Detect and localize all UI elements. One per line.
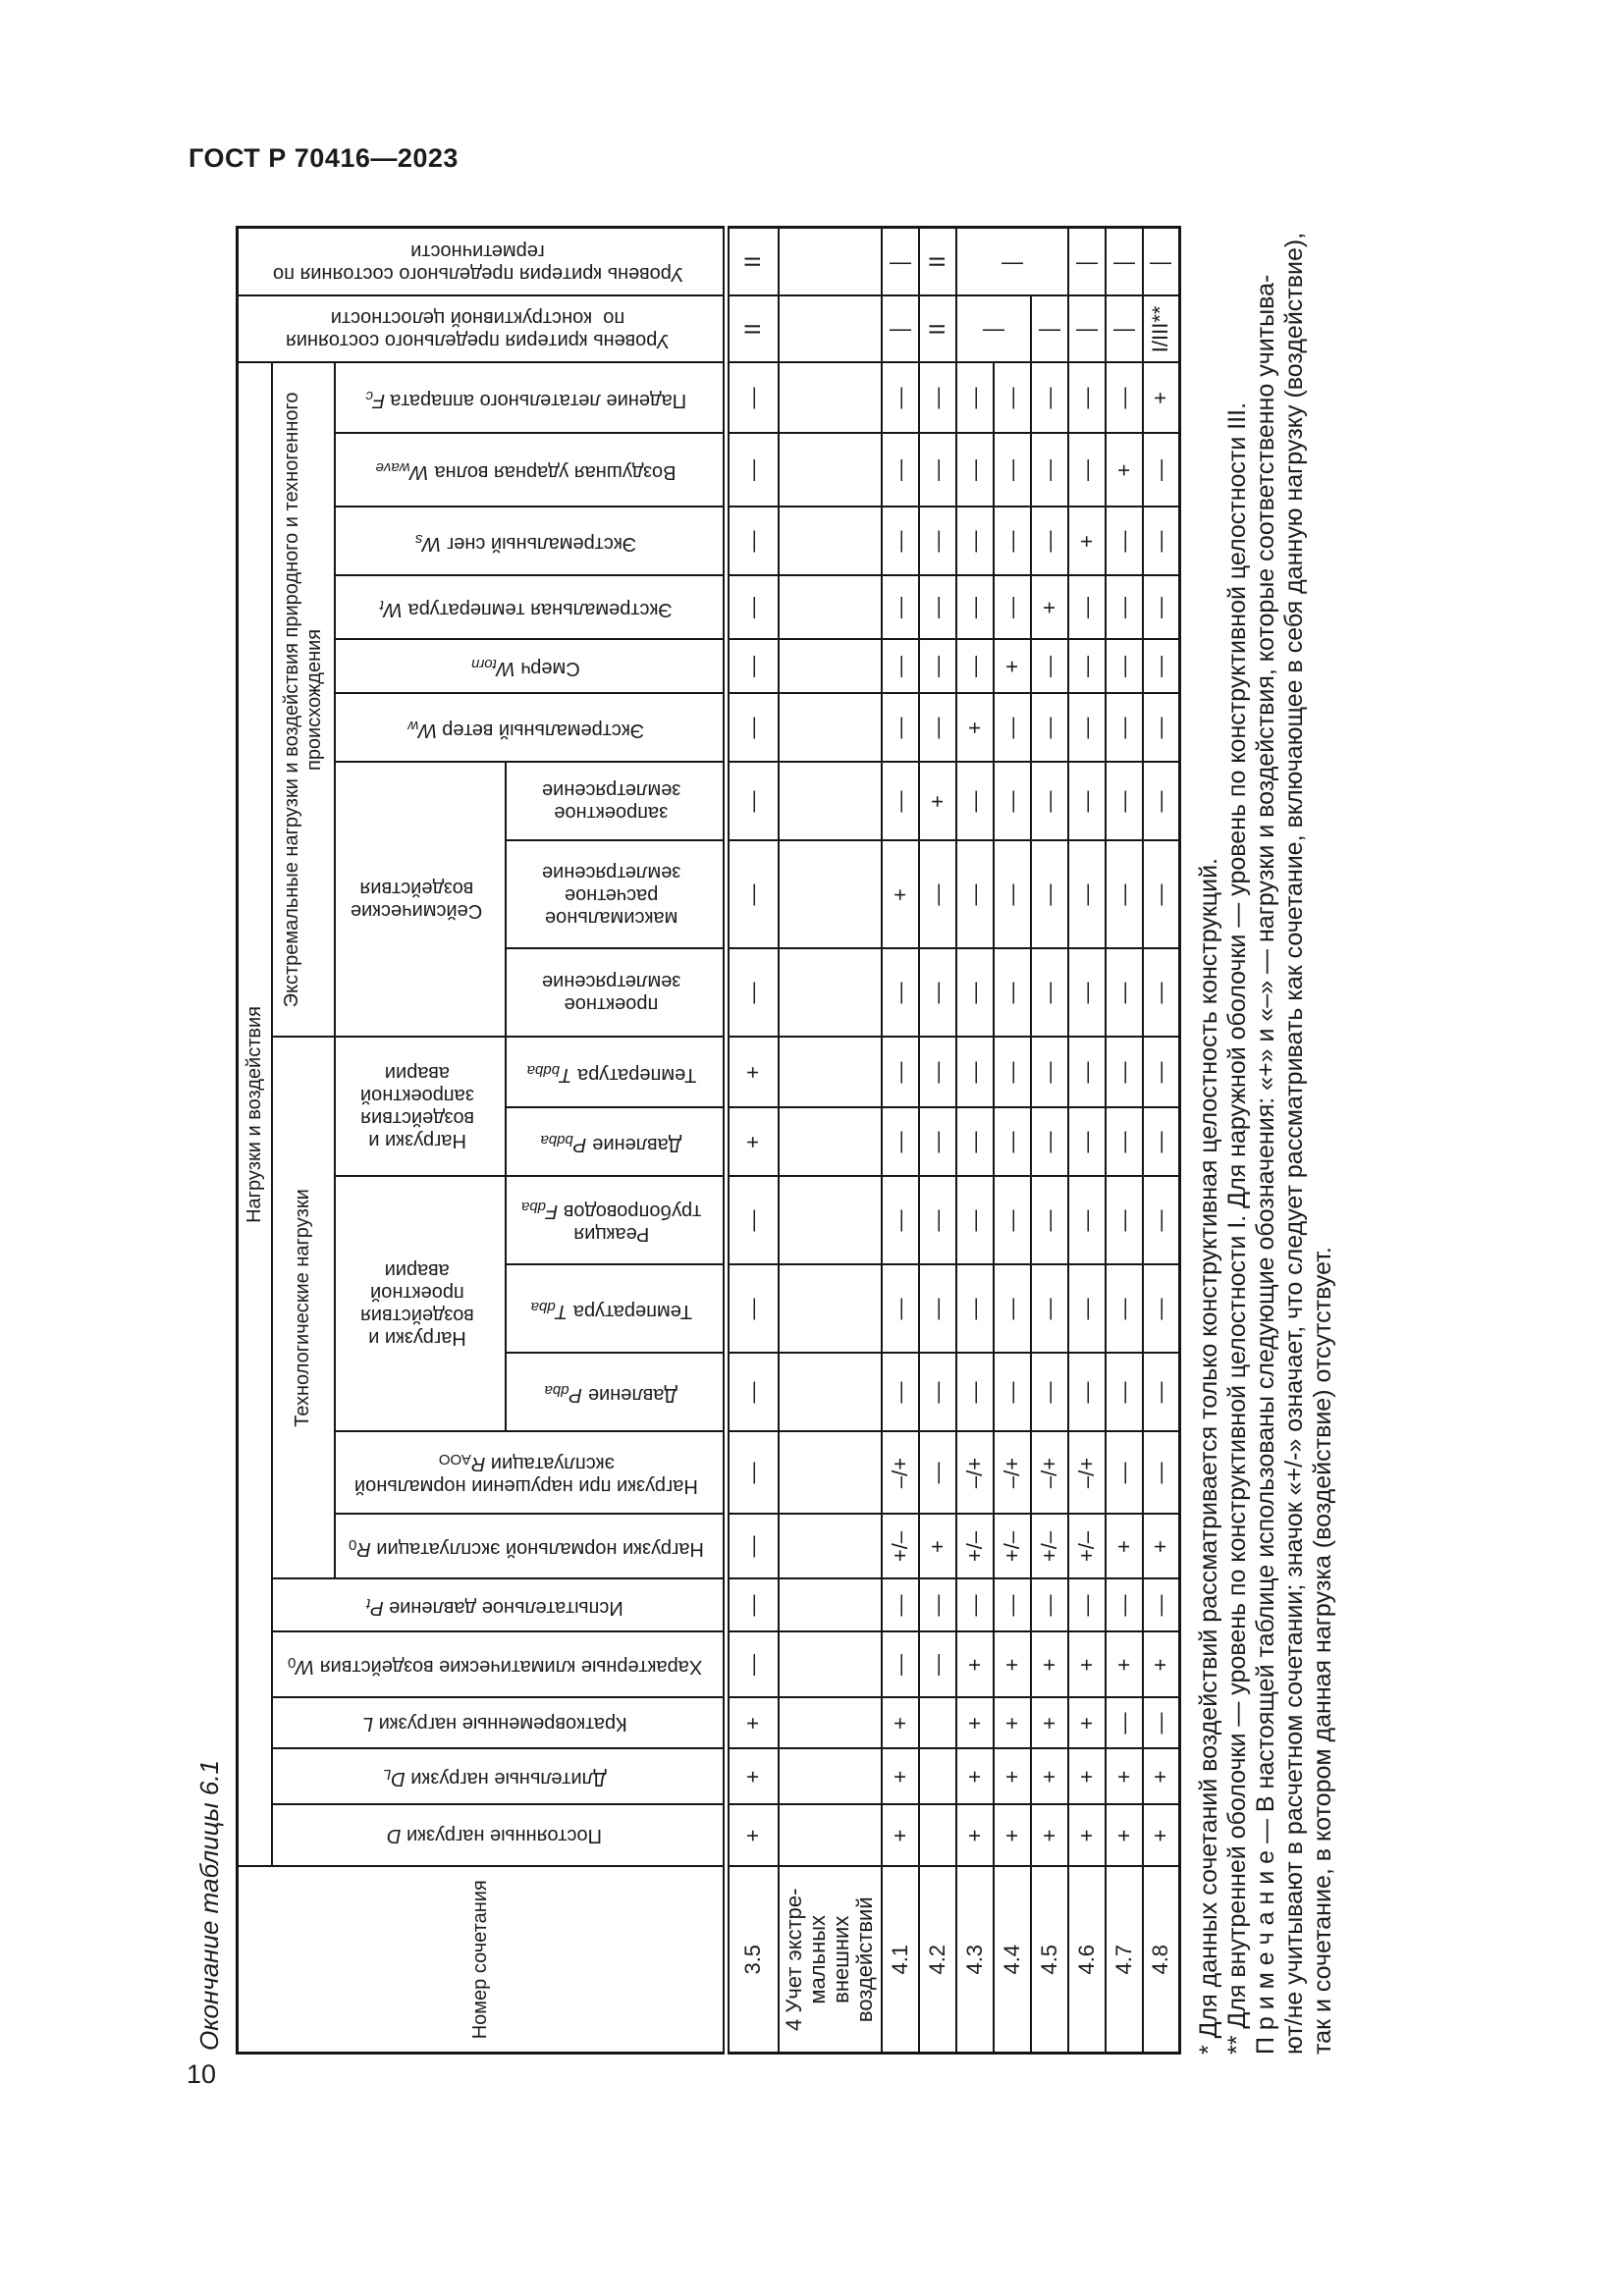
table-cell: — (727, 1265, 779, 1354)
table-cell: + (1143, 1632, 1180, 1698)
table-cell: +/– (994, 1515, 1031, 1579)
col-header-abnormal-operation-loads: Нагрузки при нарушении нормальной эксплуатации $R_{АОО}$ (335, 1432, 727, 1515)
table-cell: — (1068, 295, 1106, 362)
footnote-line: ют/не учитывают в расчетном сочетании; значок «+/-» означает, что следует рассматривать как сочетание, включающее в себя данную нагрузку (воздействие), (1280, 232, 1308, 2055)
table-cell: + (882, 1749, 919, 1805)
col-header-extreme-snow: Экстремальный снег $W_s$ (335, 507, 727, 576)
table-cell: — (882, 640, 919, 694)
table-cell: –/+ (994, 1432, 1031, 1515)
table-cell: + (1031, 1749, 1068, 1805)
group-header-design-accident: Нагрузки и воздействия проектной аварии (335, 1177, 506, 1432)
table-cell: — (956, 362, 994, 433)
table-cell: + (1143, 1515, 1180, 1579)
table-cell: + (994, 1805, 1031, 1867)
table-cell: — (994, 507, 1031, 576)
table-cell: — (919, 362, 956, 433)
table-cell: + (1106, 1805, 1143, 1867)
combination-number: 4.6 (1068, 1867, 1106, 2054)
table-cell: — (1143, 434, 1180, 507)
table-cell: — (994, 1265, 1031, 1354)
table-cell (779, 1515, 882, 1579)
table-cell: — (919, 1432, 956, 1515)
table-cell: — (956, 841, 994, 949)
footnote-line: П р и м е ч а н и е — В настоящей таблице использованы следующие обозначения: «+» и «–» — нагрузки и воздействия, которые соответственно учитыва- (1252, 274, 1279, 2055)
table-cell: — (956, 434, 994, 507)
table-cell: — (1031, 841, 1068, 949)
table-cell: — (882, 227, 919, 295)
table-cell: — (1068, 1579, 1106, 1632)
col-header-pressure-bdba: Давление $P_{bdba}$ (506, 1108, 727, 1177)
table-cell: + (727, 1805, 779, 1867)
table-cell: — (882, 694, 919, 763)
table-cell: — (1106, 1579, 1143, 1632)
table-cell: — (994, 576, 1031, 640)
table-cell: — (882, 1177, 919, 1265)
table-cell (779, 1177, 882, 1265)
table-cell: — (727, 763, 779, 841)
table-cell: — (1031, 1108, 1068, 1177)
table-cell: — (919, 1354, 956, 1432)
table-cell: + (994, 1698, 1031, 1749)
table-cell: — (1106, 507, 1143, 576)
table-cell: — (956, 227, 1068, 295)
table-cell: — (1031, 295, 1068, 362)
table-cell (779, 841, 882, 949)
table-cell: — (919, 841, 956, 949)
col-header-maximum-design-earthquake: максимальное расчетное землетрясение (506, 841, 727, 949)
table-cell: — (956, 1038, 994, 1108)
table-cell (779, 1432, 882, 1515)
table-cell: + (1106, 1749, 1143, 1805)
table-cell: + (1106, 434, 1143, 507)
combination-number: 4.1 (882, 1867, 919, 2054)
table-cell: — (1068, 227, 1106, 295)
table-cell: — (727, 694, 779, 763)
table-cell: — (882, 576, 919, 640)
table-cell: — (1031, 1038, 1068, 1108)
table-cell: — (956, 1177, 994, 1265)
table-cell: + (994, 1749, 1031, 1805)
load-combinations-table (236, 226, 1181, 2055)
table-cell: + (994, 1632, 1031, 1698)
table-cell: — (1106, 1108, 1143, 1177)
table-cell: –/+ (1031, 1432, 1068, 1515)
col-header-piping-reaction-dba: Реакция трубопроводов $F_{dba}$ (506, 1177, 727, 1265)
footnote-line: ** Для внутренней оболочки — уровень по конструктивной целостности I. Для наружной оболочки — уровень по конструктивной целостности III. (1223, 401, 1251, 2055)
table-cell: — (1031, 1579, 1068, 1632)
table-cell: — (1143, 507, 1180, 576)
table-cell (779, 576, 882, 640)
table-cell: + (882, 1698, 919, 1749)
table-cell: — (882, 1579, 919, 1632)
table-cell: + (727, 1108, 779, 1177)
table-cell: — (882, 1038, 919, 1108)
combination-number: 3.5 (727, 1867, 779, 2054)
table-cell: — (727, 1177, 779, 1265)
table-cell: + (1106, 1515, 1143, 1579)
table-cell (919, 1698, 956, 1749)
table-cell: — (1068, 949, 1106, 1038)
table-cell: — (1031, 1265, 1068, 1354)
table-cell: + (956, 1749, 994, 1805)
table-cell (919, 1749, 956, 1805)
table-cell: — (919, 949, 956, 1038)
table-cell (779, 227, 882, 295)
table-cell: + (1068, 1632, 1106, 1698)
table-cell: — (882, 1265, 919, 1354)
table-cell: — (727, 841, 779, 949)
table-cell: — (956, 949, 994, 1038)
table-cell: + (1031, 1698, 1068, 1749)
combination-number: 4 Учет экстре- мальных внешних воздействий (779, 1867, 882, 2054)
table-cell: + (1068, 507, 1106, 576)
table-cell: + (1031, 1632, 1068, 1698)
standard-number: ГОСТ Р 70416—2023 (189, 143, 459, 173)
table-cell: — (1068, 640, 1106, 694)
table-cell: — (956, 763, 994, 841)
table-cell (779, 507, 882, 576)
table-cell: +/– (882, 1515, 919, 1579)
table-cell: — (994, 434, 1031, 507)
table-cell: — (1106, 295, 1143, 362)
group-header-seismic-actions: Сейсмические воздействия (335, 763, 506, 1038)
table-cell: + (1143, 362, 1180, 433)
table-cell: — (882, 763, 919, 841)
table-cell: — (956, 640, 994, 694)
table-cell: + (956, 1632, 994, 1698)
table-cell: + (1068, 1749, 1106, 1805)
table-cell: — (1143, 1354, 1180, 1432)
table-cell (779, 1749, 882, 1805)
table-cell: — (919, 434, 956, 507)
table-cell: — (1106, 1432, 1143, 1515)
col-header-extreme-wind: Экстремальный ветер $W_w$ (335, 694, 727, 763)
col-header-permanent-loads: Постоянные нагрузки D (272, 1805, 727, 1867)
col-header-beyond-design-earthquake: запроектное землетрясение (506, 763, 727, 841)
table-cell: — (1143, 640, 1180, 694)
table-cell: — (727, 1632, 779, 1698)
combination-number: 4.5 (1031, 1867, 1068, 2054)
table-cell: — (994, 841, 1031, 949)
table-cell: II (919, 227, 956, 295)
table-cell (779, 434, 882, 507)
table-cell: — (882, 1354, 919, 1432)
table-cell: — (1031, 1354, 1068, 1432)
table-cell: — (1106, 1265, 1143, 1354)
table-cell: — (956, 295, 1031, 362)
table-cell: — (919, 1108, 956, 1177)
table-cell: — (994, 1108, 1031, 1177)
table-cell: — (727, 1354, 779, 1432)
group-header-extreme-loads: Экстремальные нагрузки и воздействия природного и техногенного происхождения (272, 362, 335, 1037)
table-cell (779, 694, 882, 763)
table-cell: — (1106, 362, 1143, 433)
table-cell: — (1143, 1108, 1180, 1177)
table-cell: +/– (956, 1515, 994, 1579)
table-cell: — (1143, 1698, 1180, 1749)
table-cell: II (919, 295, 956, 362)
table-cell: — (1143, 1432, 1180, 1515)
table-cell: + (956, 1698, 994, 1749)
table-cell: — (994, 949, 1031, 1038)
table-cell: — (956, 507, 994, 576)
table-cell: — (1143, 576, 1180, 640)
table-cell: — (919, 1632, 956, 1698)
table-cell (779, 1108, 882, 1177)
table-cell: — (956, 576, 994, 640)
combination-number: 4.8 (1143, 1867, 1180, 2054)
table-cell: + (956, 1805, 994, 1867)
group-header-loads-and-actions: Нагрузки и воздействия (238, 362, 272, 1866)
table-footnotes (1195, 229, 1337, 2055)
table-cell: — (727, 640, 779, 694)
col-header-design-earthquake: проектное землетрясение (506, 949, 727, 1038)
table-cell: — (1068, 362, 1106, 433)
table-cell: — (1106, 949, 1143, 1038)
table-cell: — (919, 1265, 956, 1354)
table-cell: + (994, 640, 1031, 694)
table-cell: — (882, 295, 919, 362)
table-cell: — (727, 362, 779, 433)
col-header-combination-number: Номер сочетания (238, 1867, 727, 2054)
table-cell: — (1031, 362, 1068, 433)
combination-number: 4.7 (1106, 1867, 1143, 2054)
col-header-short-term-loads: Кратковременные нагрузки L (272, 1698, 727, 1749)
table-cell: — (1143, 763, 1180, 841)
table-cell: — (1031, 763, 1068, 841)
col-header-aircraft-crash: Падение летательного аппарата $F_c$ (335, 362, 727, 433)
table-cell: — (1031, 694, 1068, 763)
table-cell: + (1031, 576, 1068, 640)
table-cell (779, 362, 882, 433)
col-header-air-shock-wave: Воздушная ударная волна $W_{wave}$ (335, 434, 727, 507)
table-cell: — (882, 434, 919, 507)
table-cell: — (882, 362, 919, 433)
table-cell (779, 1698, 882, 1749)
table-cell (919, 1805, 956, 1867)
table-cell: –/+ (1068, 1432, 1106, 1515)
table-cell: + (1031, 1805, 1068, 1867)
table-cell: + (919, 1515, 956, 1579)
table-cell: — (1143, 1579, 1180, 1632)
table-cell: — (727, 949, 779, 1038)
table-cell: — (1068, 1108, 1106, 1177)
col-header-pressure-dba: Давление $P_{dba}$ (506, 1354, 727, 1432)
table-cell: + (882, 1805, 919, 1867)
table-cell: — (1143, 841, 1180, 949)
table-caption: Окончание таблицы 6.1 (194, 1759, 224, 2051)
table-cell: — (994, 1579, 1031, 1632)
table-cell: — (956, 1354, 994, 1432)
footnote-line: так и сочетание, в котором данная нагрузка (воздействие) отсутствует. (1309, 1247, 1336, 2055)
table-cell: — (956, 1579, 994, 1632)
col-header-temperature-bdba: Температура $T_{bdba}$ (506, 1038, 727, 1108)
table-cell: — (1068, 576, 1106, 640)
combination-number: 4.3 (956, 1867, 994, 2054)
table-cell: — (1143, 227, 1180, 295)
table-cell: — (994, 1038, 1031, 1108)
table-cell: — (994, 763, 1031, 841)
table-cell: — (1106, 640, 1143, 694)
col-header-tornado: Смерч $W_{torn}$ (335, 640, 727, 694)
table-cell: — (1068, 841, 1106, 949)
table-cell: — (727, 434, 779, 507)
table-cell: — (956, 1265, 994, 1354)
table-cell: II (727, 227, 779, 295)
table-cell (779, 1265, 882, 1354)
table-cell: + (1106, 1632, 1143, 1698)
col-header-long-term-loads: Длительные нагрузки $D_L$ (272, 1749, 727, 1805)
table-cell (779, 295, 882, 362)
table-cell: — (1106, 576, 1143, 640)
col-header-normal-operation-loads: Нагрузки нормальной эксплуатации $R_0$ (335, 1515, 727, 1579)
table-cell: — (1106, 1698, 1143, 1749)
col-header-extreme-temperature: Экстремальная температура $W_t$ (335, 576, 727, 640)
table-cell: — (1106, 227, 1143, 295)
table-cell: — (919, 576, 956, 640)
table-cell: — (1031, 640, 1068, 694)
rotated-landscape-block (187, 229, 1361, 2055)
table-cell: — (1031, 507, 1068, 576)
table-cell: — (994, 1354, 1031, 1432)
footnote-line: * Для данных сочетаний воздействий рассматривается только конструктивная целостность конструкций. (1195, 858, 1222, 2055)
table-cell: — (1106, 694, 1143, 763)
table-cell: — (994, 694, 1031, 763)
table-cell: — (1143, 694, 1180, 763)
table-cell: — (1031, 1177, 1068, 1265)
combination-number: 4.2 (919, 1867, 956, 2054)
table-cell: — (919, 1579, 956, 1632)
table-cell: — (1106, 763, 1143, 841)
table-cell: — (1068, 763, 1106, 841)
col-header-temperature-dba: Температура $T_{dba}$ (506, 1265, 727, 1354)
table-cell: + (1143, 1749, 1180, 1805)
table-cell: — (994, 1177, 1031, 1265)
table-cell: — (1068, 1354, 1106, 1432)
table-cell: — (1068, 1265, 1106, 1354)
table-cell: — (919, 507, 956, 576)
table-cell: — (727, 1432, 779, 1515)
table-cell: + (1143, 1805, 1180, 1867)
col-header-test-pressure: Испытательное давление $P_t$ (272, 1579, 727, 1632)
table-cell (779, 640, 882, 694)
table-cell: — (1106, 1177, 1143, 1265)
table-cell: — (1031, 434, 1068, 507)
table-cell: — (956, 1108, 994, 1177)
table-cell: — (1143, 949, 1180, 1038)
table-cell: –/+ (882, 1432, 919, 1515)
table-cell (779, 1579, 882, 1632)
table-cell (779, 1354, 882, 1432)
table-cell: — (1106, 841, 1143, 949)
table-cell: — (1143, 1038, 1180, 1108)
table-cell: + (727, 1038, 779, 1108)
table-cell: — (1106, 1038, 1143, 1108)
table-cell: — (919, 694, 956, 763)
table-cell: — (727, 1579, 779, 1632)
table-cell (779, 949, 882, 1038)
table-cell (779, 763, 882, 841)
group-header-technological-loads: Технологические нагрузки (272, 1038, 335, 1579)
table-cell: — (919, 1177, 956, 1265)
table-cell: –/+ (956, 1432, 994, 1515)
table-cell: — (1068, 1038, 1106, 1108)
table-cell: + (727, 1698, 779, 1749)
combination-number: 4.4 (994, 1867, 1031, 2054)
table-cell: I/III** (1143, 295, 1180, 362)
table-cell (779, 1038, 882, 1108)
table-cell: +/– (1031, 1515, 1068, 1579)
table-cell: — (1031, 949, 1068, 1038)
table-cell: + (956, 694, 994, 763)
table-cell: — (1068, 694, 1106, 763)
table-cell: + (1068, 1698, 1106, 1749)
table-cell: — (1068, 1177, 1106, 1265)
table-cell: — (882, 1632, 919, 1698)
table-cell: — (1143, 1177, 1180, 1265)
table-cell: + (727, 1749, 779, 1805)
col-header-climatic-actions: Характерные климатические воздействия $W_0$ (272, 1632, 727, 1698)
table-cell: — (994, 362, 1031, 433)
group-header-beyond-design-accident: Нагрузки и воздействия запроектной аварии (335, 1038, 506, 1177)
table-cell: — (919, 640, 956, 694)
col-header-limit-state-structural-integrity: Уровень критерия предельного состояния по конструктивной целостности (238, 295, 727, 362)
table-cell (779, 1805, 882, 1867)
table-cell: + (919, 763, 956, 841)
table-cell: — (882, 1108, 919, 1177)
table-cell: — (882, 949, 919, 1038)
table-cell: — (1106, 1354, 1143, 1432)
col-header-limit-state-leak-tightness: Уровень критерия предельного состояния по герметичности (238, 227, 727, 295)
table-cell: — (727, 576, 779, 640)
table-cell: — (1068, 434, 1106, 507)
table-cell: + (1068, 1805, 1106, 1867)
table-cell: + (882, 841, 919, 949)
table-cell: +/– (1068, 1515, 1106, 1579)
table-cell: — (919, 1038, 956, 1108)
table-cell: — (1143, 1265, 1180, 1354)
page-number: 10 (187, 2059, 217, 2089)
table-cell (779, 1632, 882, 1698)
table-cell: — (727, 1515, 779, 1579)
table-cell: — (882, 507, 919, 576)
table-cell: II (727, 295, 779, 362)
table-cell: — (727, 507, 779, 576)
